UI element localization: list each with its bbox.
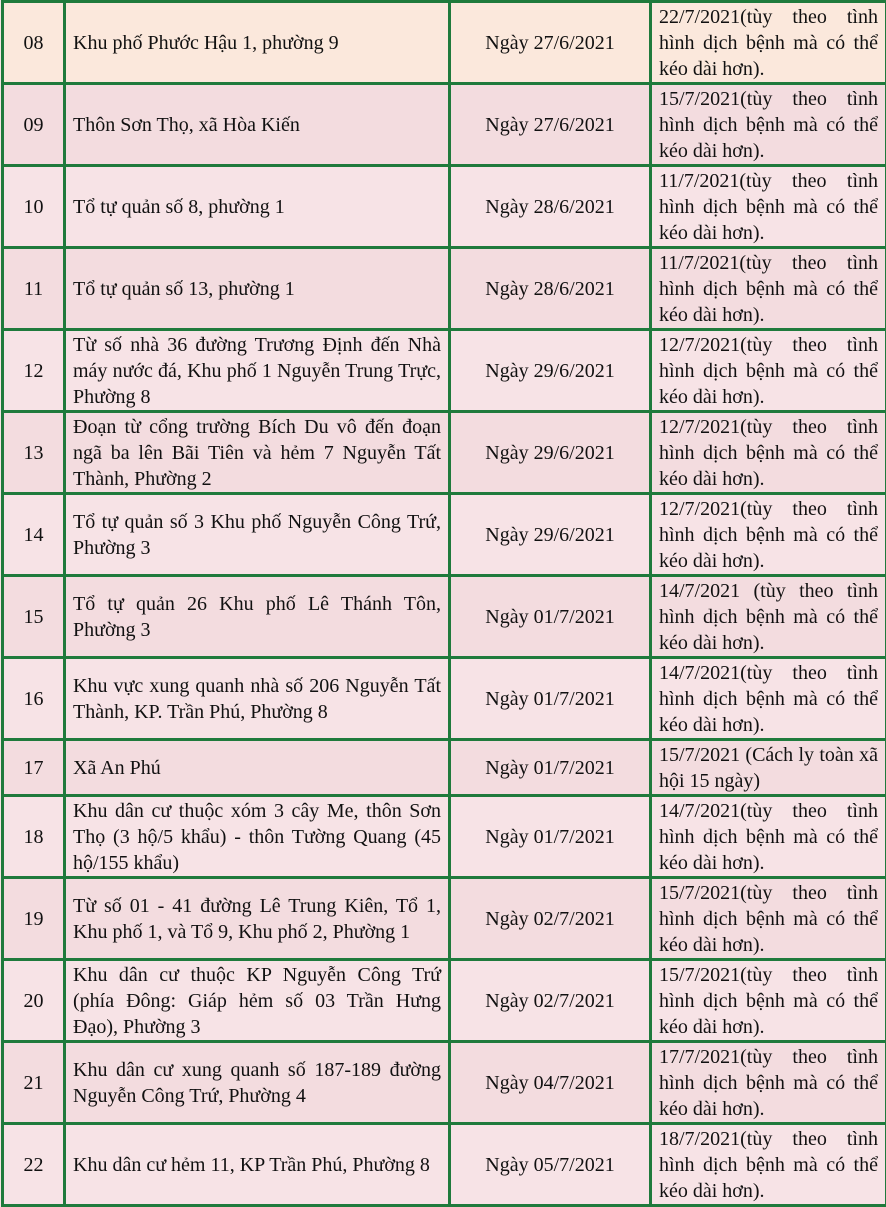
row-end-date: 15/7/2021(tùy theo tình hình dịch bệnh mà có thể kéo dài hơn). (651, 960, 886, 1042)
table-row (3, 1124, 886, 1206)
row-number: 08 (3, 2, 65, 84)
row-end-date: 12/7/2021(tùy theo tình hình dịch bệnh mà có thể kéo dài hơn). (651, 412, 886, 494)
row-location: Khu dân cư hẻm 11, KP Trần Phú, Phường 8 (65, 1124, 450, 1206)
table-row (3, 576, 886, 658)
row-number: 09 (3, 84, 65, 166)
row-end-date: 15/7/2021(tùy theo tình hình dịch bệnh mà có thể kéo dài hơn). (651, 84, 886, 166)
table-row (3, 658, 886, 740)
row-location: Tổ tự quản số 3 Khu phố Nguyễn Công Trứ, Phường 3 (65, 494, 450, 576)
row-end-date: 14/7/2021(tùy theo tình hình dịch bệnh mà có thể kéo dài hơn). (651, 658, 886, 740)
row-location: Khu dân cư thuộc KP Nguyễn Công Trứ (phía Đông: Giáp hẻm số 03 Trần Hưng Đạo), Phường 3 (65, 960, 450, 1042)
row-location: Xã An Phú (65, 740, 450, 796)
table-body (3, 2, 886, 1206)
row-number: 19 (3, 878, 65, 960)
row-number: 21 (3, 1042, 65, 1124)
row-location: Tổ tự quản số 8, phường 1 (65, 166, 450, 248)
quarantine-table (1, 0, 886, 1207)
row-location: Tổ tự quản số 13, phường 1 (65, 248, 450, 330)
row-start-date: Ngày 01/7/2021 (450, 576, 651, 658)
row-start-date: Ngày 28/6/2021 (450, 166, 651, 248)
row-start-date: Ngày 27/6/2021 (450, 2, 651, 84)
table-row (3, 166, 886, 248)
row-location: Khu vực xung quanh nhà số 206 Nguyễn Tất Thành, KP. Trần Phú, Phường 8 (65, 658, 450, 740)
row-number: 22 (3, 1124, 65, 1206)
row-start-date: Ngày 28/6/2021 (450, 248, 651, 330)
row-end-date: 11/7/2021(tùy theo tình hình dịch bệnh mà có thể kéo dài hơn). (651, 248, 886, 330)
row-end-date: 12/7/2021(tùy theo tình hình dịch bệnh mà có thể kéo dài hơn). (651, 494, 886, 576)
row-end-date: 22/7/2021(tùy theo tình hình dịch bệnh mà có thể kéo dài hơn). (651, 2, 886, 84)
row-location: Khu dân cư xung quanh số 187-189 đường Nguyễn Công Trứ, Phường 4 (65, 1042, 450, 1124)
row-number: 20 (3, 960, 65, 1042)
table-row (3, 84, 886, 166)
table-row (3, 740, 886, 796)
row-start-date: Ngày 02/7/2021 (450, 878, 651, 960)
row-number: 16 (3, 658, 65, 740)
row-start-date: Ngày 29/6/2021 (450, 494, 651, 576)
row-location: Khu dân cư thuộc xóm 3 cây Me, thôn Sơn Thọ (3 hộ/5 khẩu) - thôn Tường Quang (45 hộ/155 khẩu) (65, 796, 450, 878)
row-location: Từ số 01 - 41 đường Lê Trung Kiên, Tổ 1, Khu phố 1, và Tổ 9, Khu phố 2, Phường 1 (65, 878, 450, 960)
row-start-date: Ngày 04/7/2021 (450, 1042, 651, 1124)
row-location: Từ số nhà 36 đường Trương Định đến Nhà máy nước đá, Khu phố 1 Nguyễn Trung Trực, Phường 8 (65, 330, 450, 412)
row-number: 14 (3, 494, 65, 576)
table-row (3, 796, 886, 878)
row-number: 17 (3, 740, 65, 796)
row-start-date: Ngày 29/6/2021 (450, 330, 651, 412)
row-end-date: 12/7/2021(tùy theo tình hình dịch bệnh mà có thể kéo dài hơn). (651, 330, 886, 412)
row-end-date: 15/7/2021(tùy theo tình hình dịch bệnh mà có thể kéo dài hơn). (651, 878, 886, 960)
table-row (3, 960, 886, 1042)
table-row (3, 1042, 886, 1124)
row-number: 18 (3, 796, 65, 878)
table-row (3, 2, 886, 84)
row-number: 13 (3, 412, 65, 494)
table-row (3, 878, 886, 960)
table-row (3, 494, 886, 576)
row-end-date: 11/7/2021(tùy theo tình hình dịch bệnh mà có thể kéo dài hơn). (651, 166, 886, 248)
row-end-date: 15/7/2021 (Cách ly toàn xã hội 15 ngày) (651, 740, 886, 796)
table-row (3, 412, 886, 494)
row-number: 11 (3, 248, 65, 330)
row-start-date: Ngày 27/6/2021 (450, 84, 651, 166)
row-location: Đoạn từ cổng trường Bích Du vô đến đoạn ngã ba lên Bãi Tiên và hẻm 7 Nguyễn Tất Thành, Phường 2 (65, 412, 450, 494)
row-start-date: Ngày 29/6/2021 (450, 412, 651, 494)
row-start-date: Ngày 05/7/2021 (450, 1124, 651, 1206)
table-row (3, 248, 886, 330)
row-end-date: 14/7/2021(tùy theo tình hình dịch bệnh mà có thể kéo dài hơn). (651, 796, 886, 878)
table-row (3, 330, 886, 412)
row-start-date: Ngày 01/7/2021 (450, 740, 651, 796)
row-location: Khu phố Phước Hậu 1, phường 9 (65, 2, 450, 84)
row-end-date: 14/7/2021 (tùy theo tình hình dịch bệnh mà có thể kéo dài hơn). (651, 576, 886, 658)
row-number: 12 (3, 330, 65, 412)
row-number: 15 (3, 576, 65, 658)
row-end-date: 18/7/2021(tùy theo tình hình dịch bệnh mà có thể kéo dài hơn). (651, 1124, 886, 1206)
row-location: Tổ tự quản 26 Khu phố Lê Thánh Tôn, Phường 3 (65, 576, 450, 658)
row-start-date: Ngày 01/7/2021 (450, 796, 651, 878)
row-number: 10 (3, 166, 65, 248)
row-start-date: Ngày 01/7/2021 (450, 658, 651, 740)
row-location: Thôn Sơn Thọ, xã Hòa Kiến (65, 84, 450, 166)
row-start-date: Ngày 02/7/2021 (450, 960, 651, 1042)
row-end-date: 17/7/2021(tùy theo tình hình dịch bệnh mà có thể kéo dài hơn). (651, 1042, 886, 1124)
